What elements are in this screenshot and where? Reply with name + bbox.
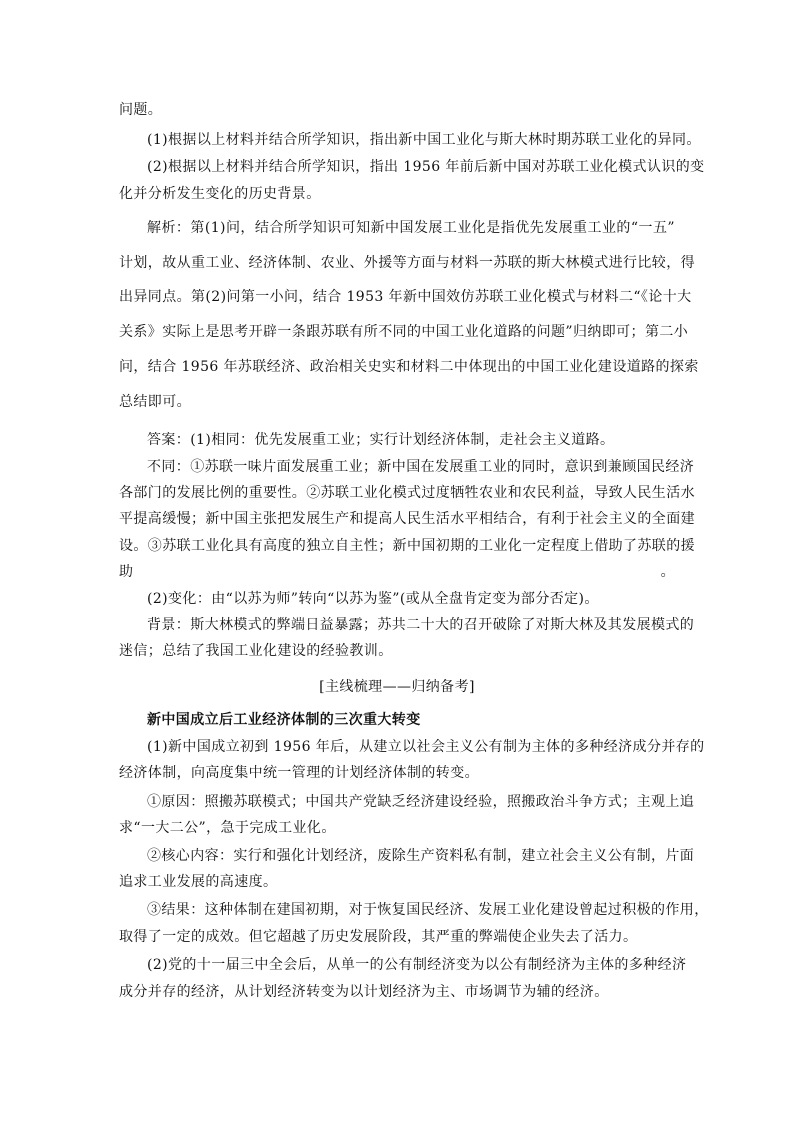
answer-line: 各部门的发展比例的重要性。②苏联工业化模式过度牺牲农业和农民利益，导致人民生活水 <box>119 485 695 501</box>
answer-line: 设。③苏联工业化具有高度的独立自主性；新中国初期的工业化一定程度上借助了苏联的援 <box>119 538 695 554</box>
question-1: (1)根据以上材料并结合所学知识，指出新中国工业化与斯大林时期苏联工业化的异同。 <box>147 132 701 148</box>
summary-line: 取得了一定的成效。但它超越了历史发展阶段，其严重的弊端使企业失去了活力。 <box>119 929 638 945</box>
analysis-line: 计划，故从重工业、经济体制、农业、外援等方面与材料一苏联的斯大林模式进行比较，得 <box>119 255 695 271</box>
text-line: 化并分析发生变化的历史背景。 <box>119 186 321 202</box>
analysis-line: 出异同点。第(2)问第一小问，结合 1953 年新中国效仿苏联工业化模式与材料二“《论十大 <box>119 289 692 305</box>
answer-line: 背景：斯大林模式的弊端日益暴露；苏共二十大的召开破除了对斯大林及其发展模式的 <box>147 617 695 633</box>
answer-line: 迷信；总结了我国工业化建设的经验教训。 <box>119 643 393 659</box>
answer-line: 不同：①苏联一味片面发展重工业；新中国在发展重工业的同时，意识到兼顾国民经济 <box>147 459 695 475</box>
summary-line: 经济体制，向高度集中统一管理的计划经济体制的转变。 <box>119 765 479 781</box>
summary-line: 追求工业发展的高速度。 <box>119 874 278 890</box>
summary-line: ②核心内容：实行和强化计划经济，废除生产资料私有制，建立社会主义公有制，片面 <box>147 848 695 864</box>
summary-line: 求“一大二公”，急于完成工业化。 <box>119 820 336 836</box>
summary-line: 成分并存的经济，从计划经济转变为以计划经济为主、市场调节为辅的经济。 <box>119 984 609 1000</box>
summary-line: ③结果：这种体制在建国初期，对于恢复国民经济、发展工业化建设曾起过积极的作用， <box>147 902 709 918</box>
summary-line: ①原因：照搬苏联模式；中国共产党缺乏经济建设经验，照搬政治斗争方式；主观上追 <box>147 794 695 810</box>
answer-line: 答案：(1)相同：优先发展重工业；实行计划经济体制，走社会主义道路。 <box>147 432 615 448</box>
analysis-line: 问，结合 1956 年苏联经济、政治相关史实和材料二中体现出的中国工业化建设道路的探索 <box>119 359 699 375</box>
section-heading: [主线梳理——归纳备考] <box>319 679 475 695</box>
answer-line: 平提高缓慢；新中国主张把发展生产和提高人民生活水平相结合，有利于社会主义的全面建 <box>119 511 695 527</box>
answer-line: 助。 <box>119 564 675 580</box>
summary-line: (2)党的十一届三中全会后，从单一的公有制经济变为以公有制经济为主体的多种经济 <box>147 957 687 973</box>
topic-title: 新中国成立后工业经济体制的三次重大转变 <box>147 712 421 728</box>
analysis-line: 关系》实际上是思考开辟一条跟苏联有所不同的中国工业化道路的问题”归纳即可；第二小 <box>119 324 689 340</box>
summary-line: (1)新中国成立初到 1956 年后，从建立以社会主义公有制为主体的多种经济成分并存的 <box>147 739 705 755</box>
analysis-line: 解析：第(1)问，结合所学知识可知新中国发展工业化是指优先发展重工业的“一五” <box>147 220 675 236</box>
text-line: 问题。 <box>119 102 163 118</box>
analysis-line: 总结即可。 <box>119 394 191 410</box>
question-2: (2)根据以上材料并结合所学知识，指出 1956 年前后新中国对苏联工业化模式认识的变 <box>147 159 705 175</box>
answer-line: (2)变化：由“以苏为师”转向“以苏为鉴”(或从全盘肯定变为部分否定)。 <box>147 591 599 607</box>
